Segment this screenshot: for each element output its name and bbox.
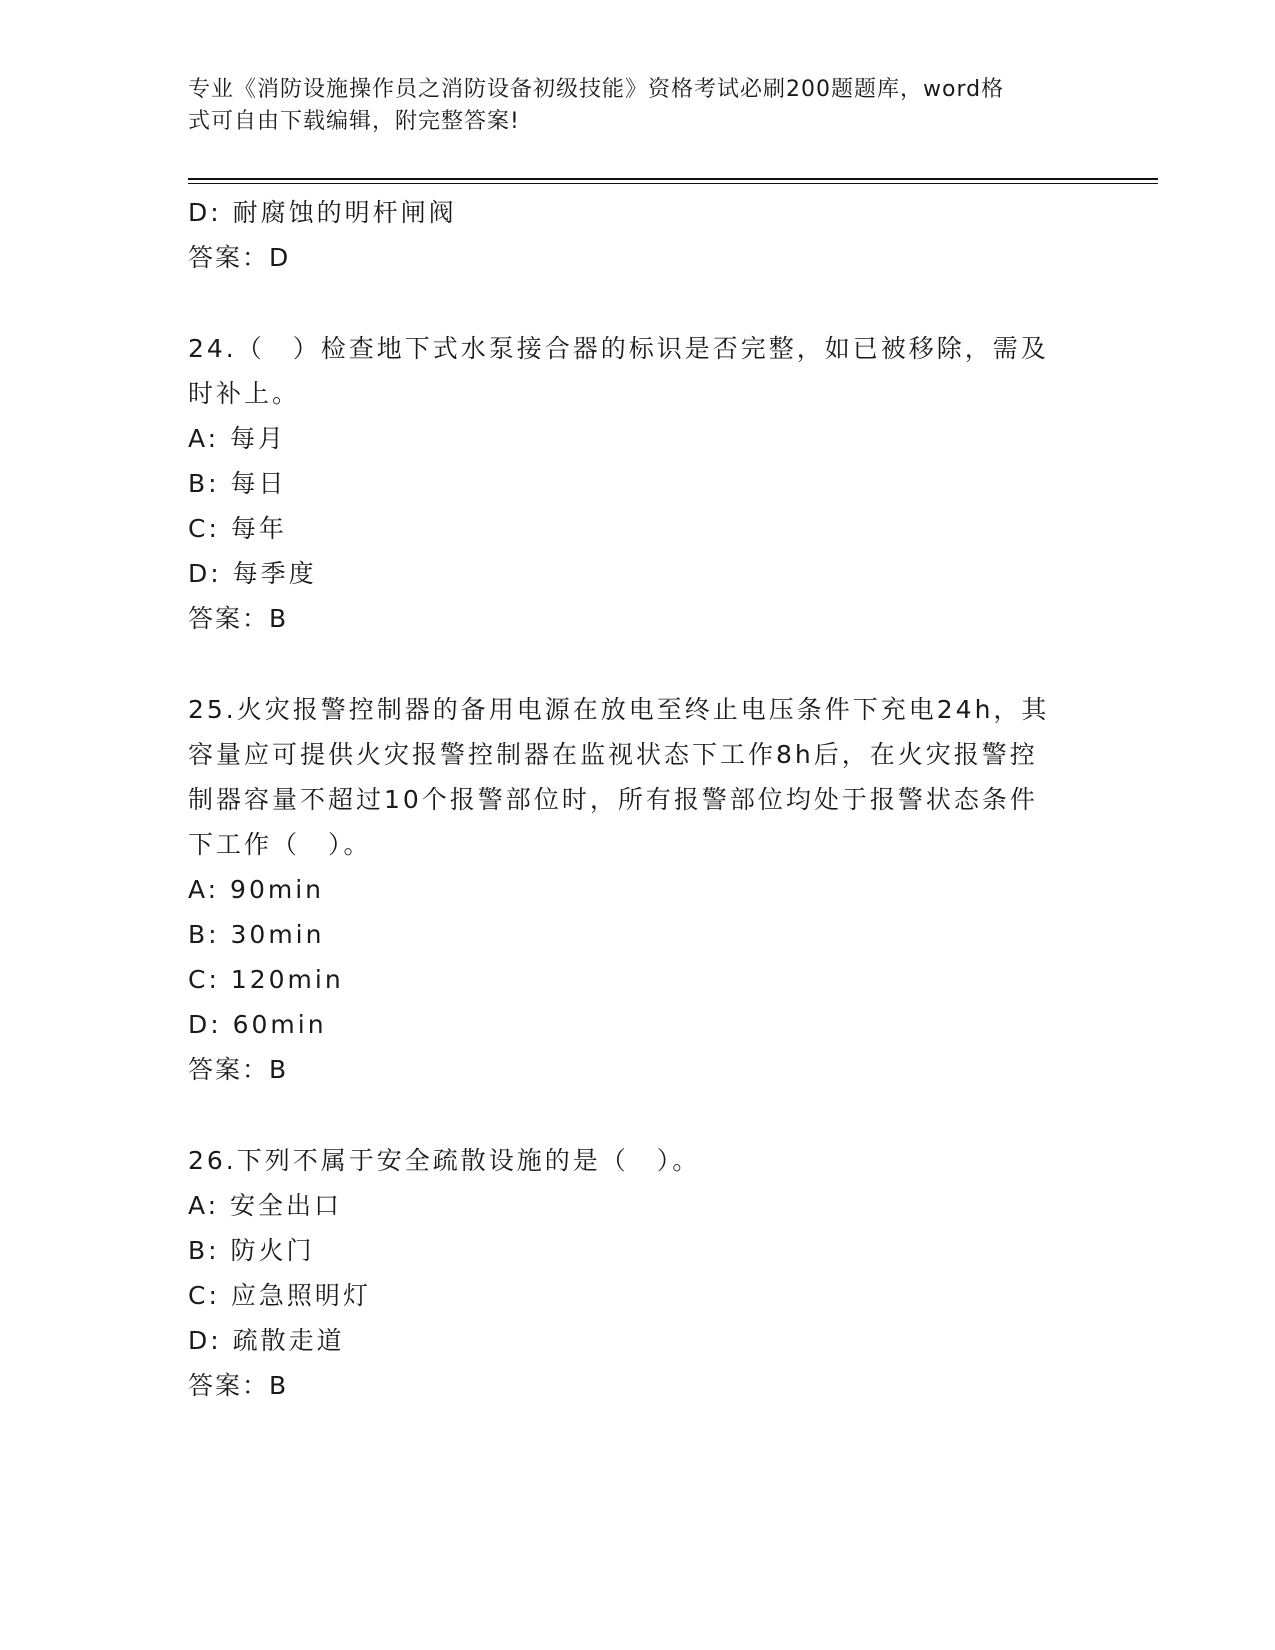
question-26 xyxy=(188,1138,1088,1408)
header-divider-thick xyxy=(188,178,1158,180)
option-a: A: 每月 xyxy=(188,424,287,453)
option-d: D: 60min xyxy=(188,1010,327,1039)
prev-answer: 答案：D xyxy=(188,243,291,272)
option-d: D: 疏散走道 xyxy=(188,1326,345,1355)
question-text: 下工作（ ）。 xyxy=(188,830,372,859)
answer: 答案：B xyxy=(188,604,289,633)
answer: 答案：B xyxy=(188,1371,289,1400)
question-text: 时补上。 xyxy=(188,379,301,408)
option-a: A: 安全出口 xyxy=(188,1191,343,1220)
question-text: 制器容量不超过10个报警部位时，所有报警部位均处于报警状态条件 xyxy=(188,785,1038,814)
option-c: C: 每年 xyxy=(188,514,287,543)
prev-option-d: D: 耐腐蚀的明杆闸阀 xyxy=(188,198,457,227)
header-divider-thin xyxy=(188,183,1158,184)
question-25 xyxy=(188,687,1088,1092)
header-line-1: 专业《消防设施操作员之消防设备初级技能》资格考试必刷200题题库，word格 xyxy=(188,77,1005,102)
question-text: 24.（ ）检查地下式水泵接合器的标识是否完整，如已被移除，需及 xyxy=(188,334,1049,363)
question-24 xyxy=(188,326,1088,641)
question-text: 25.火灾报警控制器的备用电源在放电至终止电压条件下充电24h，其 xyxy=(188,695,1050,724)
question-list xyxy=(188,190,1088,1408)
option-c: C: 120min xyxy=(188,965,344,994)
document-header xyxy=(188,74,1068,138)
header-line-2: 式可自由下载编辑，附完整答案! xyxy=(188,109,520,134)
answer: 答案：B xyxy=(188,1055,289,1084)
option-b: B: 防火门 xyxy=(188,1236,315,1265)
question-text: 26.下列不属于安全疏散设施的是（ ）。 xyxy=(188,1146,701,1175)
option-d: D: 每季度 xyxy=(188,559,317,588)
option-b: B: 每日 xyxy=(188,469,287,498)
option-c: C: 应急照明灯 xyxy=(188,1281,371,1310)
option-a: A: 90min xyxy=(188,875,324,904)
option-b: B: 30min xyxy=(188,920,325,949)
question-text: 容量应可提供火灾报警控制器在监视状态下工作8h后，在火灾报警控 xyxy=(188,740,1038,769)
